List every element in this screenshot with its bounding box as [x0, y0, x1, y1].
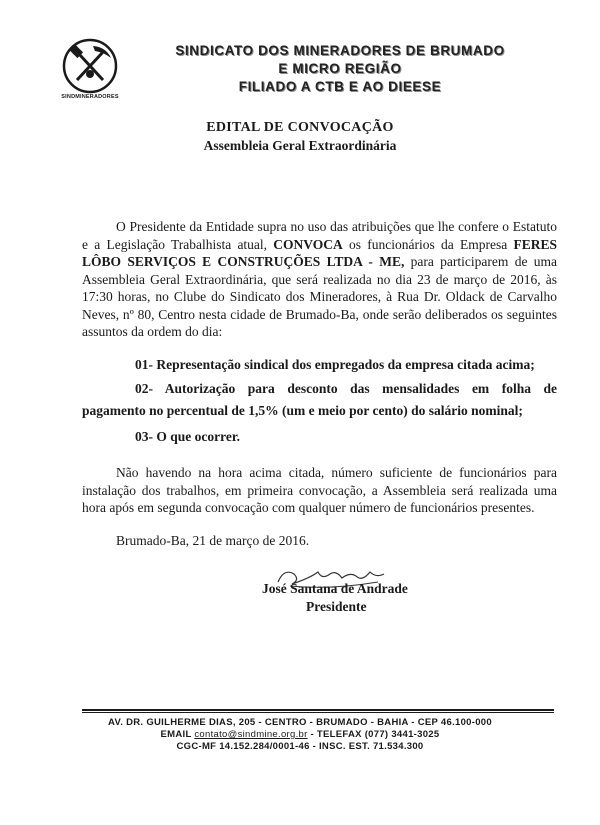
convocation-paragraph: O Presidente da Entidade supra no uso das atribuições que lhe confere o Estatuto e a Legislação Trabalhista atual, CONVOCA os funcionários da Empresa FERES LÔBO SERVIÇOS E CONSTRUÇÕES LTDA - ME, para participarem de uma Assembleia Geral Extraordinária, que será realizada no dia 23 de março de 2016, às 17:30 horas, no Clube do Sindicato dos Mineradores, à Rua Dr. Oldack de Carvalho Neves, nº 80, Centro nesta cidade de Brumado-Ba, onde serão deliberados os seguintes assuntos da ordem do dia:	[82, 219, 557, 339]
footer-divider-thin	[82, 712, 554, 713]
logo-caption: SINDMINERADORES	[61, 94, 119, 100]
signatory-name: José Santana de Andrade	[262, 581, 408, 596]
quorum-paragraph: Não havendo na hora acima citada, número suficiente de funcionários para instalação dos trabalhos, em primeira convocação, a Assembleia será realizada uma hora após em segunda convocação com qualquer número de funcionários presentes.	[82, 465, 557, 515]
footer-divider	[82, 709, 554, 711]
footer-address: AV. DR. GUILHERME DIAS, 205 - CENTRO - BRUMADO - BAHIA - CEP 46.100-000	[108, 717, 492, 728]
union-name-line1: SINDICATO DOS MINERADORES DE BRUMADO	[175, 43, 505, 58]
document-title: EDITAL DE CONVOCAÇÃO	[206, 120, 394, 135]
company-name: FERES LÔBO SERVIÇOS E CONSTRUÇÕES LTDA - ME,	[82, 236, 557, 269]
agenda-item-1: 01- Representação sindical dos empregados da empresa citada acima;	[135, 357, 535, 372]
agenda-item-2-continuation: pagamento no percentual de 1,5% (um e meio por cento) do salário nominal;	[82, 403, 523, 418]
footer-contact: EMAIL contato@sindmine.org.br - TELEFAX (077) 3441-3025	[160, 729, 440, 740]
union-name-line2: E MICRO REGIÃO	[278, 61, 402, 76]
convoca-keyword: CONVOCA	[273, 236, 343, 252]
footer-registration: CGC-MF 14.152.284/0001-46 - INSC. EST. 71.534.300	[176, 741, 424, 752]
footer-email-link[interactable]: contato@sindmine.org.br	[194, 729, 308, 740]
signatory-role: Presidente	[306, 599, 367, 614]
agenda-item-3: 03- O que ocorrer.	[135, 429, 240, 444]
document-date: Brumado-Ba, 21 de março de 2016.	[116, 533, 310, 548]
union-affiliation: FILIADO A CTB E AO DIEESE	[238, 79, 442, 94]
agenda-item-2: 02- Autorização para desconto das mensalidades em folha de	[135, 381, 557, 396]
document-subtitle: Assembleia Geral Extraordinária	[203, 138, 397, 153]
